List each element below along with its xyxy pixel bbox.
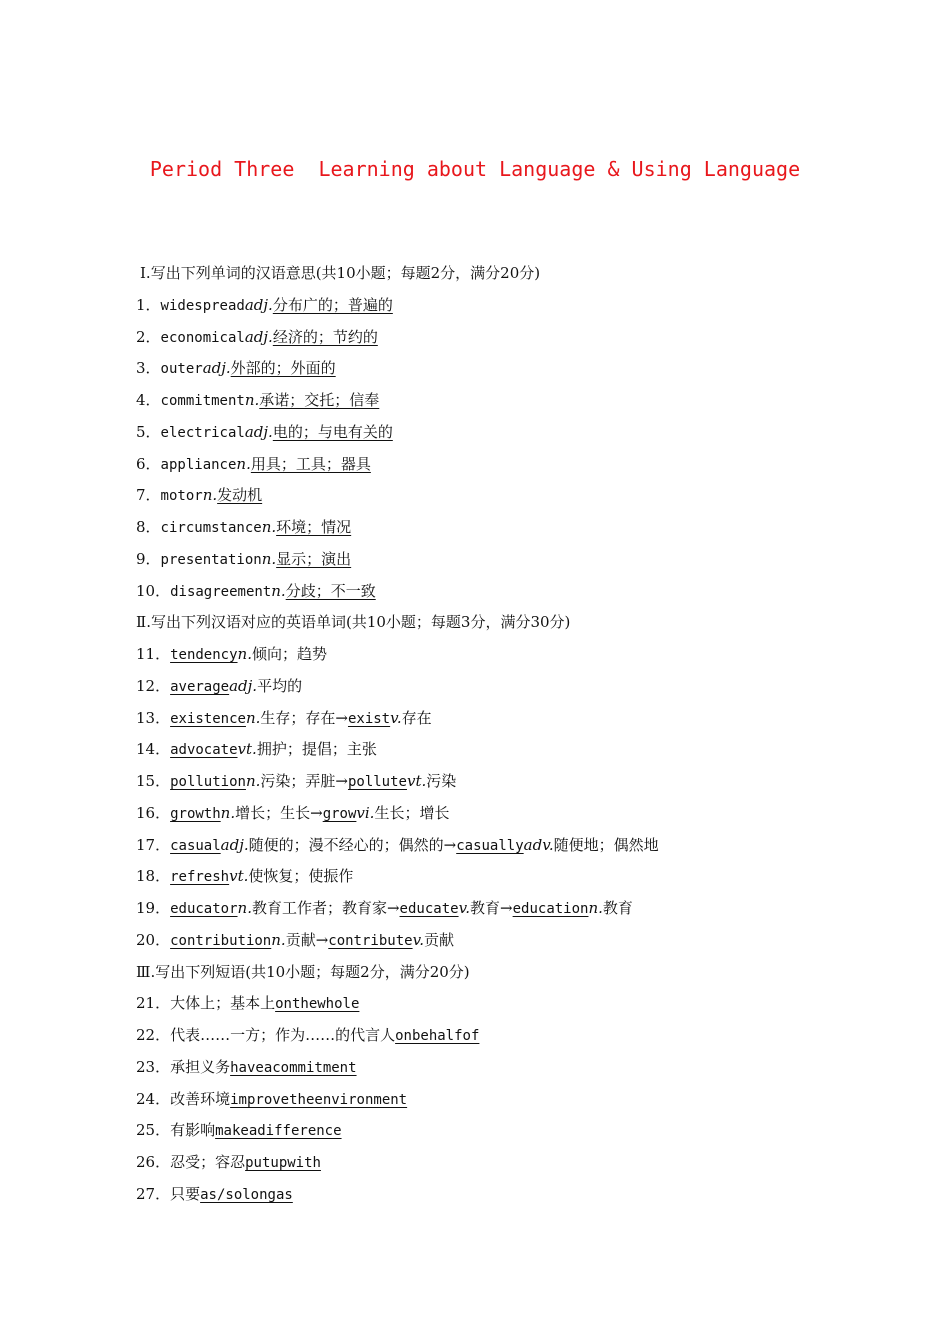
item-answer: exist — [347, 710, 391, 727]
item-answer: 经济的；节约的 — [272, 327, 378, 346]
list-item — [136, 326, 916, 358]
item-meaning: 污染；弄脏→ — [260, 772, 348, 790]
list-item — [136, 1119, 916, 1151]
item-number: 5． — [136, 422, 161, 441]
item-pos: adj. — [229, 676, 258, 695]
item-word: circumstance — [160, 520, 262, 536]
item-pos: vt. — [229, 867, 249, 886]
page-title: Period Three Learning about Language & Using Language — [149, 157, 801, 181]
item-meaning: 污染 — [426, 772, 457, 790]
list-item — [136, 580, 916, 612]
item-answer: 环境；情况 — [276, 518, 352, 536]
item-number: 13． — [136, 708, 171, 727]
item-meaning: 平均的 — [257, 676, 303, 695]
item-meaning: 随便的；漫不经心的；偶然的→ — [248, 835, 457, 854]
item-answer: education — [512, 901, 589, 917]
item-number: 11． — [136, 645, 171, 663]
item-number: 17． — [136, 835, 171, 854]
item-answer: improvetheenvironment — [230, 1091, 408, 1108]
list-item — [136, 357, 916, 389]
item-answer: educator — [170, 901, 238, 917]
item-meaning: 改善环境 — [170, 1089, 231, 1108]
item-number: 2． — [136, 327, 161, 346]
list-item — [136, 707, 916, 739]
section3-header: Ⅲ.写出下列短语(共10小题；每题2分，满分20分) — [136, 962, 470, 981]
item-meaning: 增长；生长→ — [235, 803, 323, 822]
item-number: 24． — [136, 1089, 171, 1108]
item-meaning: 贡献 — [424, 930, 455, 949]
item-number: 16． — [136, 803, 171, 822]
item-answer: existence — [170, 710, 246, 727]
item-answer: grow — [322, 805, 357, 822]
item-answer: 承诺；交托；信奉 — [259, 391, 380, 409]
item-number: 14． — [136, 740, 171, 759]
item-number: 21． — [136, 994, 171, 1013]
item-meaning: 随便地；偶然地 — [553, 835, 659, 854]
item-number: 8． — [136, 518, 161, 536]
item-word: appliance — [160, 456, 237, 473]
item-pos: n. — [237, 645, 252, 663]
item-number: 1． — [136, 295, 161, 314]
item-pos: v. — [458, 899, 471, 917]
item-answer: refresh — [170, 869, 230, 886]
item-answer: as/solongas — [200, 1186, 293, 1203]
item-answer: pollution — [170, 774, 246, 790]
item-answer: onbehalfof — [395, 1028, 480, 1044]
item-pos: v. — [412, 930, 425, 949]
list-item — [136, 1024, 916, 1056]
section2-header: Ⅱ.写出下列汉语对应的英语单词(共10小题；每题3分，满分30分) — [136, 613, 571, 632]
list-item — [136, 643, 916, 675]
item-meaning: 只要 — [170, 1184, 201, 1203]
list-item — [136, 516, 916, 548]
item-number: 6． — [136, 454, 161, 473]
item-number: 12． — [136, 676, 171, 695]
item-pos: adj. — [244, 327, 273, 346]
list-item — [136, 421, 916, 453]
item-number: 4． — [136, 391, 161, 409]
list-item — [136, 548, 916, 580]
item-answer: casually — [456, 837, 524, 854]
item-answer: contribute — [328, 932, 413, 949]
item-answer: putupwith — [245, 1155, 321, 1171]
item-meaning: 教育工作者；教育家→ — [251, 899, 400, 917]
item-number: 27． — [136, 1184, 171, 1203]
item-pos: adj. — [220, 835, 249, 854]
item-pos: n. — [237, 899, 252, 917]
item-pos: n. — [261, 549, 277, 568]
item-number: 25． — [136, 1121, 171, 1140]
item-answer: 外部的；外面的 — [230, 359, 336, 378]
list-item — [136, 1088, 916, 1120]
item-meaning: 忍受；容忍 — [170, 1153, 246, 1171]
item-answer: contribution — [170, 932, 272, 949]
exercise-list — [136, 262, 916, 1215]
item-pos: adv. — [523, 835, 554, 854]
item-pos: n. — [220, 803, 236, 822]
list-item — [136, 738, 916, 770]
item-number: 20． — [136, 930, 171, 949]
section2-items — [136, 643, 916, 961]
list-item — [136, 802, 916, 834]
item-answer: growth — [170, 805, 221, 822]
item-meaning: 教育→ — [470, 899, 513, 917]
list-item — [136, 929, 916, 961]
list-item — [136, 1151, 916, 1183]
item-pos: n. — [271, 581, 286, 600]
item-meaning: 倾向；趋势 — [251, 645, 327, 663]
list-item — [136, 834, 916, 866]
item-answer: 电的；与电有关的 — [272, 422, 393, 441]
item-answer: casual — [170, 837, 221, 854]
list-item — [136, 453, 916, 485]
list-item — [136, 897, 916, 929]
item-answer: 发动机 — [217, 486, 263, 505]
item-number: 23． — [136, 1057, 171, 1076]
item-answer: educate — [399, 901, 459, 917]
item-number: 9． — [136, 549, 161, 568]
list-item — [136, 294, 916, 326]
item-answer: pollute — [347, 774, 407, 790]
item-pos: adj. — [244, 422, 273, 441]
item-pos: n. — [245, 708, 261, 727]
item-meaning: 代表……一方；作为……的代言人 — [170, 1026, 396, 1044]
item-pos: n. — [244, 391, 260, 409]
list-item — [136, 484, 916, 516]
list-item — [136, 865, 916, 897]
item-word: economical — [160, 329, 245, 346]
item-meaning: 有影响 — [170, 1121, 216, 1140]
item-pos: v. — [390, 708, 402, 727]
list-item — [136, 770, 916, 802]
item-pos: n. — [236, 454, 251, 473]
item-number: 18． — [136, 867, 171, 886]
item-meaning: 贡献→ — [285, 930, 329, 949]
section3-items — [136, 992, 916, 1214]
item-meaning: 生长；增长 — [374, 803, 450, 822]
item-pos: vt. — [237, 740, 257, 759]
item-answer: advocate — [170, 742, 238, 759]
item-pos: vi. — [356, 803, 375, 822]
item-word: commitment — [160, 393, 245, 409]
list-item — [136, 389, 916, 421]
item-meaning: 使恢复；使振作 — [248, 867, 354, 886]
item-pos: n. — [261, 518, 277, 536]
item-answer: 用具；工具；器具 — [250, 454, 371, 473]
item-number: 22． — [136, 1026, 171, 1044]
list-item — [136, 1056, 916, 1088]
item-pos: vt. — [406, 772, 427, 790]
item-pos: n. — [202, 486, 218, 505]
item-pos: n. — [271, 930, 286, 949]
list-item — [136, 675, 916, 707]
item-answer: haveacommitment — [230, 1059, 357, 1076]
item-meaning: 大体上；基本上 — [170, 994, 276, 1013]
item-word: motor — [160, 488, 203, 505]
item-answer: tendency — [170, 647, 238, 663]
item-pos: n. — [588, 899, 603, 917]
item-number: 10． — [136, 581, 171, 600]
item-word: disagreement — [170, 583, 272, 600]
item-word: presentation — [160, 551, 262, 568]
list-item — [136, 992, 916, 1024]
item-number: 26． — [136, 1153, 171, 1171]
item-answer: makeadifference — [215, 1123, 342, 1140]
item-number: 19． — [136, 899, 171, 917]
item-answer: 显示；演出 — [276, 549, 352, 568]
item-answer: 分歧；不一致 — [285, 581, 376, 600]
item-number: 7． — [136, 486, 161, 505]
item-meaning: 承担义务 — [170, 1057, 231, 1076]
item-pos: n. — [245, 772, 261, 790]
list-item — [136, 1183, 916, 1215]
item-answer: average — [170, 678, 230, 695]
item-word: widespread — [160, 297, 245, 314]
item-word: outer — [160, 361, 203, 378]
item-word: electrical — [160, 424, 245, 441]
section1-items — [136, 294, 916, 612]
section1-header: Ⅰ.写出下列单词的汉语意思(共10小题；每题2分，满分20分) — [140, 264, 541, 282]
item-meaning: 生存；存在→ — [260, 708, 348, 727]
item-meaning: 拥护；提倡；主张 — [256, 740, 377, 759]
item-pos: adj. — [244, 295, 273, 314]
item-answer: onthewhole — [275, 996, 360, 1013]
item-meaning: 存在 — [401, 708, 432, 727]
item-number: 15． — [136, 772, 171, 790]
item-meaning: 教育 — [602, 899, 633, 917]
item-answer: 分布广的；普遍的 — [272, 295, 393, 314]
item-number: 3． — [136, 359, 161, 378]
item-pos: adj. — [202, 359, 231, 378]
